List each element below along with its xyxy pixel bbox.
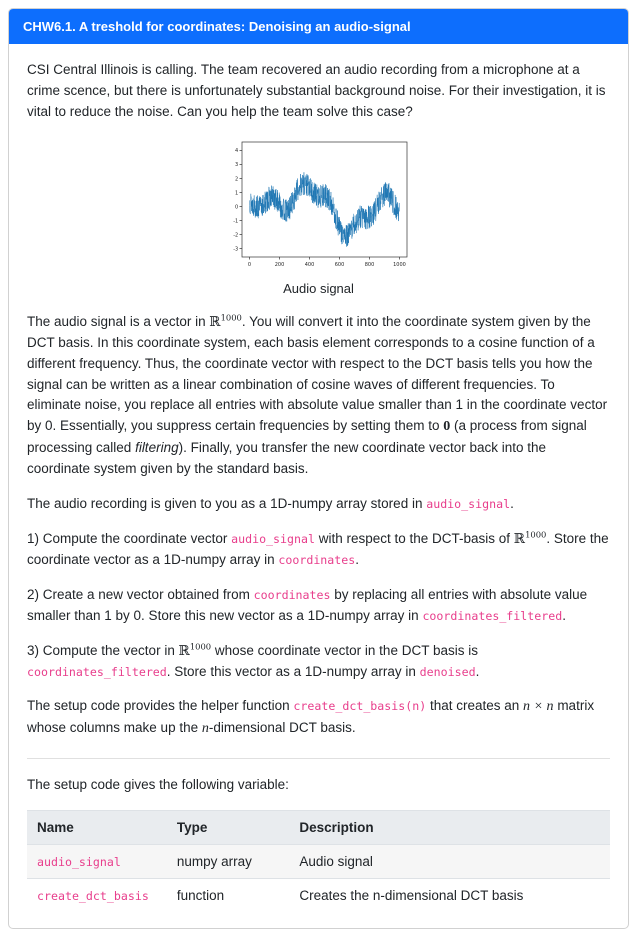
helper-paragraph: The setup code provides the helper function create_dct_basis(n) that creates an n × n matrix whose columns make up the n-dimensional DCT basis. [27,698,595,737]
question-header [9,9,628,44]
cell-name [27,878,167,912]
variables-table [27,810,610,912]
column-header-description: Description [289,810,610,844]
svg-text:3: 3 [235,162,239,169]
step1-paragraph: 1) Compute the coordinate vector audio_signal with respect to the DCT-basis of ℝ$^{1000}$. Store the coordinate vector as a 1D-numpy array in coordinates. [27,529,609,567]
svg-text:600: 600 [334,261,345,268]
svg-text:4: 4 [235,147,239,154]
svg-text:-1: -1 [233,218,239,225]
svg-text:1: 1 [235,190,239,197]
question-title: CHW6.1. A treshold for coordinates: Denoising an audio-signal [23,19,411,34]
column-header-type: Type [167,810,289,844]
svg-text:200: 200 [274,261,285,268]
audio-given-paragraph: The audio recording is given to you as a 1D-numpy array stored in audio_signal. [27,495,514,511]
cell-type: function [167,878,289,912]
intro-paragraph: CSI Central Illinois is calling. The team recovered an audio recording from a microphone at a crime scence, but there is unfortunately substantial background noise. For their investigation, it is vital to reduce the noise. Can you help the team solve this case? [27,62,606,119]
table-row [27,878,610,912]
cell-description: Audio signal [289,844,610,878]
column-header-name: Name [27,810,167,844]
chart-caption: Audio signal [283,280,354,296]
svg-text:-2: -2 [233,232,239,239]
cell-name [27,844,167,878]
variable-name-code: create_dct_basis [37,888,149,903]
setup-intro-paragraph: The setup code gives the following variable: [27,776,289,792]
svg-text:0: 0 [235,204,239,211]
question-body [9,44,628,928]
audio-signal-chart [226,137,411,272]
svg-text:0: 0 [247,261,252,268]
step3-paragraph: 3) Compute the vector in ℝ$^{1000}$ whose coordinate vector in the DCT basis is coordinates_filtered. Store this vector as a 1D-numpy array in denoised. [27,641,480,679]
svg-text:1000: 1000 [393,261,406,268]
step2-paragraph: 2) Create a new vector obtained from coordinates by replacing all entries with absolute value smaller than 1 by 0. Store this new vector as a 1D-numpy array in coordinates_filtered. [27,586,588,623]
variable-name-code: audio_signal [37,854,121,869]
table-row [27,844,610,878]
audio-signal-figure [27,137,610,296]
table-header-row [27,810,610,844]
section-divider [27,758,610,759]
cell-description: Creates the n-dimensional DCT basis [289,878,610,912]
description-paragraph: The audio signal is a vector in ℝ$^{1000}$. You will convert it into the coordinate system given by the DCT basis. In this coordinate system, each basis element corresponds to a cosine function of a different frequency. Thus, the coordinate vector with respect to the DCT basis tells you how the signal can be written as a linear combination of cosine waves of different frequencies. To eliminate noise, you replace all entries with absolute value smaller than 1 in the coordinate vector by 0. Essentially, you suppress certain frequencies by setting them to 0 (a process from signal processing called filtering). Finally, you transfer the new coordinate vector back into the coordinate system given by the standard basis. [27,312,608,477]
cell-type: numpy array [167,844,289,878]
svg-text:2: 2 [235,176,239,183]
svg-text:400: 400 [304,261,315,268]
question-card [8,8,629,929]
svg-text:-3: -3 [233,246,239,253]
svg-text:800: 800 [364,261,375,268]
